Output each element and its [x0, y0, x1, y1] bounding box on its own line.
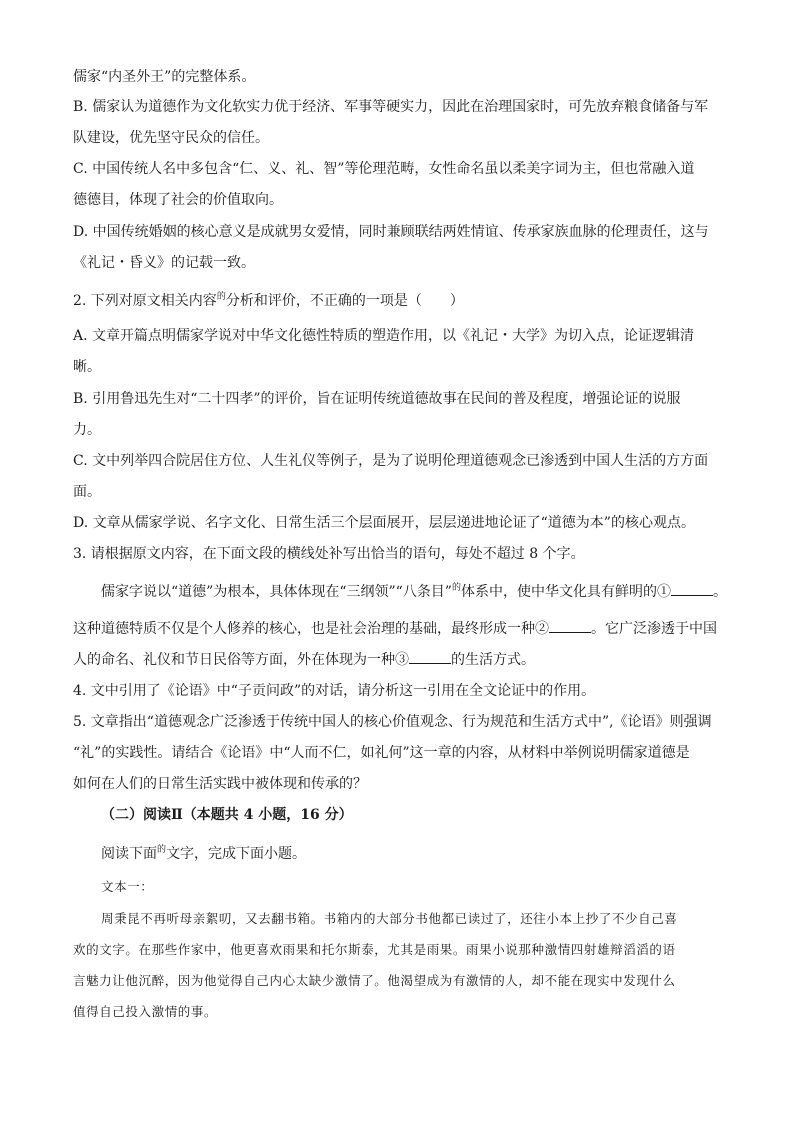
question-2-text-b: 分析和评价，不正确的一项是（ ） — [225, 293, 464, 309]
question-5-line-2: “礼”的实践性。请结合《论语》中“人而不仁，如礼何”这一章的内容，从材料中举例说明儒家道德是 — [73, 745, 690, 761]
section-heading-reading-2: （二）阅读Ⅱ（本题共 4 小题，16 分） — [101, 807, 353, 823]
text-one-line-3: 言魅力让他沉醉，因为他觉得自己内心太缺少激情了。他渴望成为有激情的人，却不能在现实中发现什么 — [73, 973, 676, 988]
q3-passage-text-c: 这种道德特质不仅是个人修养的核心，也是社会治理的基础，最终形成一种② — [73, 621, 549, 637]
q3-passage-text-f: 的生活方式。 — [451, 652, 535, 668]
option-a-continuation: 儒家“内圣外王”的完整体系。 — [73, 69, 256, 85]
q2-option-a-line-1: A. 文章开篇点明儒家学说对中华文化德性特质的塑造作用，以《礼记・大学》为切入点，论证逻辑清 — [73, 328, 695, 344]
text-one-label: 文本一： — [101, 879, 154, 894]
q2-option-b-line-1: B. 引用鲁迅先生对“二十四孝”的评价，旨在证明传统道德故事在民间的普及程度，增强论证的说服 — [73, 391, 681, 407]
blank-2 — [549, 620, 591, 633]
reading-instruction — [101, 845, 306, 865]
option-c-line-1: C. 中国传统人名中多包含“仁、义、礼、智”等伦理范畴，女性命名虽以柔美字词为主，但也常融入道 — [73, 161, 695, 177]
instruction-text-b: 文字，完成下面小题。 — [166, 846, 307, 862]
q3-passage-text-e: 人的命名、礼仪和节日民俗等方面，外在体现为一种③ — [73, 652, 409, 668]
q3-passage-text-a: 儒家字说以“道德”为根本，具体体现在“三纲领”“八条目” — [101, 584, 452, 600]
q3-passage-end: 。 — [712, 584, 727, 600]
instruction-sup: 的 — [157, 845, 167, 855]
q2-option-c-line-2: 面。 — [73, 484, 101, 500]
q2-option-a-line-2: 晰。 — [73, 359, 101, 375]
q2-option-b-line-2: 力。 — [73, 422, 101, 438]
question-3-stem: 3. 请根据原文内容，在下面文段的横线处补写出恰当的语句，每处不超过 8 个字。 — [73, 546, 585, 562]
q3-passage-line-2 — [73, 620, 717, 638]
question-2-text-a: 2. 下列对原文相关内容 — [73, 293, 217, 309]
question-4: 4. 文中引用了《论语》中“子贡问政”的对话，请分析这一引用在全文论证中的作用。 — [73, 683, 596, 699]
q2-option-d: D. 文章从儒家学说、名字文化、日常生活三个层面展开，层层递进地论证了“道德为本”的核心观点。 — [73, 515, 695, 531]
option-d-line-2: 《礼记・昏义》的记载一致。 — [73, 255, 255, 271]
q2-option-c-line-1: C. 文中列举四合院居住方位、人生礼仪等例子，是为了说明伦理道德观念已渗透到中国人生活的方方面 — [73, 453, 709, 469]
q3-passage-line-1 — [101, 583, 727, 603]
q3-passage-sup: 的 — [451, 583, 461, 593]
q3-passage-text-d: 。它广泛渗透于中国 — [591, 621, 717, 637]
question-5-line-1: 5. 文章指出“道德观念广泛渗透于传统中国人的核心价值观念、行为规范和生活方式中”,《论语》则强调 — [73, 714, 712, 730]
question-2-stem — [73, 292, 464, 312]
option-c-line-2: 德德目，体现了社会的价值取向。 — [73, 192, 283, 208]
option-b-line-2: 队建设，优先坚守民众的信任。 — [73, 130, 269, 146]
text-one-line-1: 周秉昆不再听母亲絮叨，又去翻书箱。书箱内的大部分书他都已读过了，还往小本上抄了不少自己喜 — [101, 911, 678, 926]
text-one-line-2: 欢的文字。在那些作家中，他更喜欢雨果和托尔斯泰，尤其是雨果。雨果小说那种激情四射雄辩滔滔的语 — [73, 942, 676, 957]
question-2-sup: 的 — [216, 292, 226, 302]
text-one-line-4: 值得自己投入激情的事。 — [73, 1004, 218, 1019]
option-d-line-1: D. 中国传统婚姻的核心意义是成就男女爱情，同时兼顾联结两姓情谊、传承家族血脉的伦理责任，这与 — [73, 224, 709, 240]
q3-passage-line-3 — [73, 651, 535, 669]
option-b-line-1: B. 儒家认为道德作为文化软实力优于经济、军事等硬实力，因此在治理国家时，可先放弃粮食储备与军 — [73, 99, 709, 115]
q3-passage-text-b: 体系中，使中华文化具有鲜明的① — [460, 584, 671, 600]
blank-1 — [671, 583, 713, 596]
question-5-line-3: 如何在人们的日常生活实践中被体现和传承的？ — [73, 776, 367, 792]
blank-3 — [409, 651, 451, 664]
instruction-text-a: 阅读下面 — [101, 846, 157, 862]
